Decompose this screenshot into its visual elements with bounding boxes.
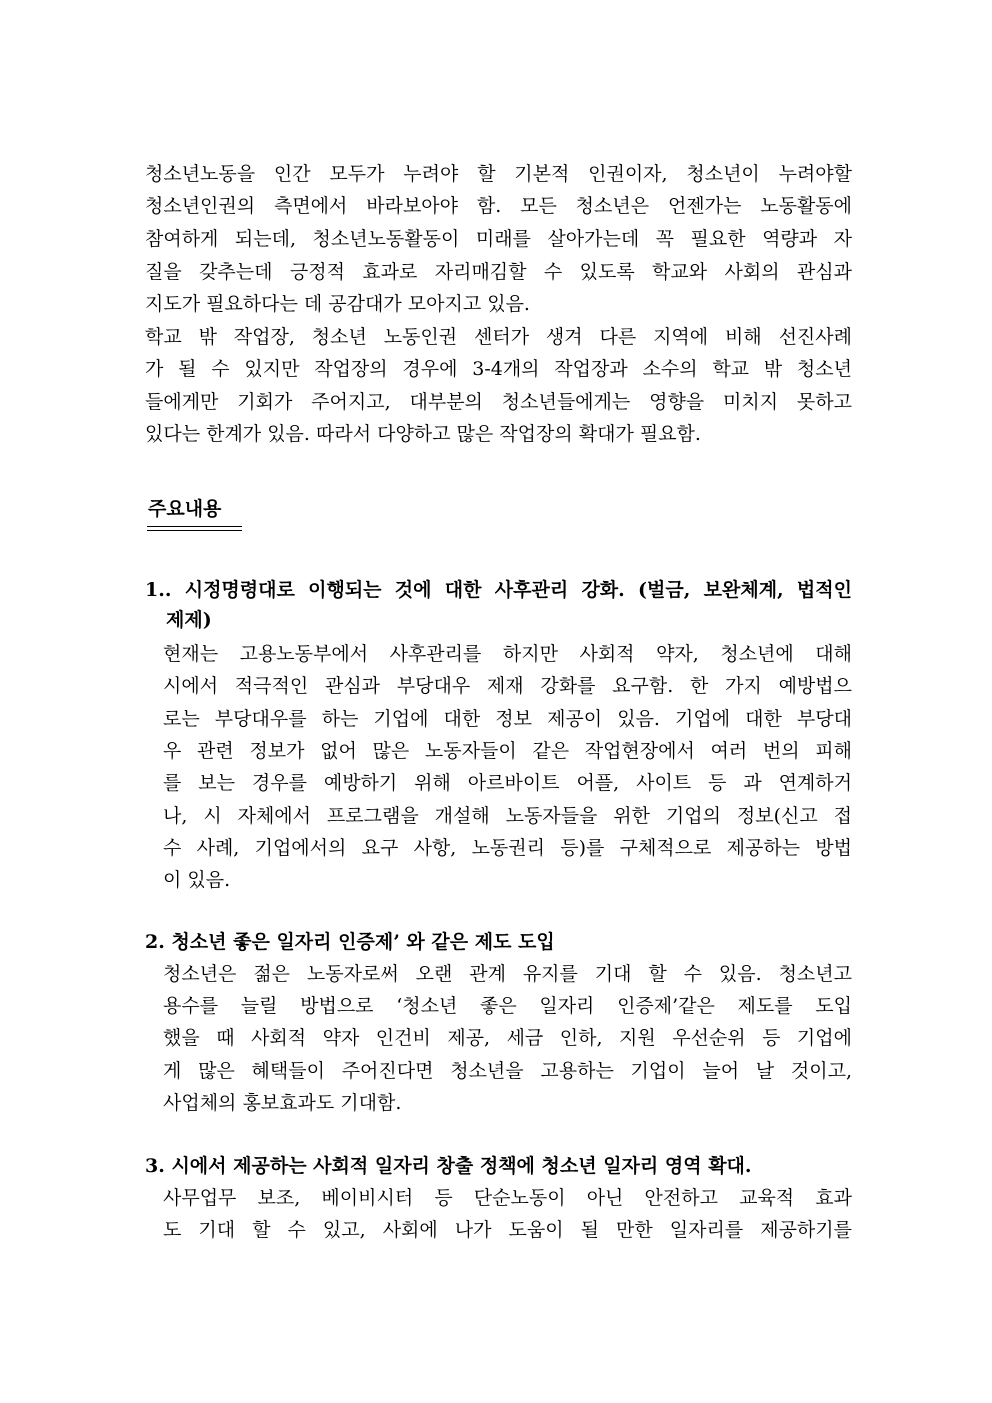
item-heading: 2. 청소년 좋은 일자리 인증제’ 와 같은 제도 도입 <box>145 931 555 953</box>
item-heading: 제제) <box>166 609 212 631</box>
intro-line: 질을 갖추는데 긍정적 효과로 자리매김할 수 있도록 학교와 사회의 관심과 <box>145 261 852 283</box>
item-body-line: 현재는 고용노동부에서 사후관리를 하지만 사회적 약자, 청소년에 대해 <box>163 643 852 665</box>
item-body-line: 사무업무 보조, 베이비시터 등 단순노동이 아닌 안전하고 교육적 효과 <box>163 1187 852 1209</box>
item-body-line: 우 관련 정보가 없어 많은 노동자들이 같은 작업현장에서 여러 번의 피해 <box>163 740 852 762</box>
intro-line: 지도가 필요하다는 데 공감대가 모아지고 있음. <box>145 293 530 315</box>
item-body-line: 나, 시 자체에서 프로그램을 개설해 노동자들을 위한 기업의 정보(신고 접 <box>163 805 852 827</box>
item-body-line: 이 있음. <box>163 869 231 891</box>
intro-line: 있다는 한계가 있음. 따라서 다양하고 많은 작업장의 확대가 필요함. <box>145 423 701 445</box>
title-underline-bottom <box>147 530 242 531</box>
section-title: 주요내용 <box>148 498 222 520</box>
intro-line: 청소년노동을 인간 모두가 누려야 할 기본적 인권이자, 청소년이 누려야할 <box>145 163 852 185</box>
intro-line: 참여하게 되는데, 청소년노동활동이 미래를 살아가는데 꼭 필요한 역량과 자 <box>145 228 852 250</box>
item-body-line: 를 보는 경우를 예방하기 위해 아르바이트 어플, 사이트 등 과 연계하거 <box>163 772 852 794</box>
intro-line: 청소년인권의 측면에서 바라보아야 함. 모든 청소년은 언젠가는 노동활동에 <box>145 195 852 217</box>
title-underline-top <box>147 526 242 527</box>
item-body-line: 사업체의 홍보효과도 기대함. <box>163 1092 402 1114</box>
item-body-line: 수 사례, 기업에서의 요구 사항, 노동권리 등)를 구체적으로 제공하는 방법 <box>163 837 852 859</box>
item-body-line: 용수를 늘릴 방법으로 ‘청소년 좋은 일자리 인증제’같은 제도를 도입 <box>163 995 852 1017</box>
item-body-line: 로는 부당대우를 하는 기업에 대한 정보 제공이 있음. 기업에 대한 부당대 <box>163 708 852 730</box>
intro-line: 학교 밖 작업장, 청소년 노동인권 센터가 생겨 다른 지역에 비해 선진사례 <box>145 326 852 348</box>
item-heading: 3. 시에서 제공하는 사회적 일자리 창출 정책에 청소년 일자리 영역 확대. <box>145 1155 752 1177</box>
item-heading: 1.. 시정명령대로 이행되는 것에 대한 사후관리 강화. (벌금, 보완체계, 법적인 <box>145 579 852 601</box>
item-body-line: 했을 때 사회적 약자 인건비 제공, 세금 인하, 지원 우선순위 등 기업에 <box>163 1027 852 1049</box>
item-body-line: 시에서 적극적인 관심과 부당대우 제재 강화를 요구함. 한 가지 예방법으 <box>163 675 852 697</box>
intro-line: 들에게만 기회가 주어지고, 대부분의 청소년들에게는 영향을 미치지 못하고 <box>145 391 852 413</box>
item-body-line: 도 기대 할 수 있고, 사회에 나가 도움이 될 만한 일자리를 제공하기를 <box>163 1219 852 1241</box>
intro-line: 가 될 수 있지만 작업장의 경우에 3-4개의 작업장과 소수의 학교 밖 청소년 <box>145 358 852 380</box>
item-body-line: 게 많은 혜택들이 주어진다면 청소년을 고용하는 기업이 늘어 날 것이고, <box>163 1060 852 1082</box>
item-body-line: 청소년은 젊은 노동자로써 오랜 관계 유지를 기대 할 수 있음. 청소년고 <box>163 963 852 985</box>
